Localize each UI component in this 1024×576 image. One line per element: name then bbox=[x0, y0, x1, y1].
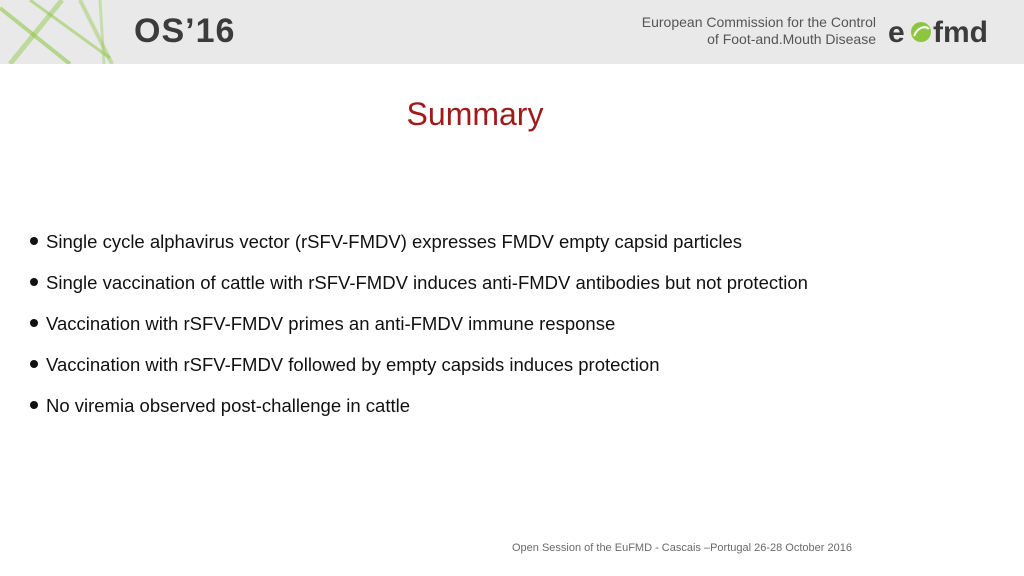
slide-footer: Open Session of the EuFMD - Cascais –Portugal 26-28 October 2016 bbox=[512, 542, 852, 554]
bullet-item bbox=[30, 304, 808, 345]
decorative-lines-graphic bbox=[0, 0, 120, 64]
eufmd-logo bbox=[886, 8, 1006, 52]
bullet-dot-icon bbox=[30, 278, 38, 286]
svg-text:fmd: fmd bbox=[933, 16, 988, 49]
slide-title: Summary bbox=[406, 96, 544, 132]
bullet-text: Vaccination with rSFV-FMDV followed by empty capsids induces protection bbox=[46, 354, 660, 375]
organization-name-line2: of Foot-and.Mouth Disease bbox=[707, 31, 876, 47]
bullet-item bbox=[30, 222, 808, 263]
bullet-item bbox=[30, 263, 808, 304]
bullet-text: No viremia observed post-challenge in cattle bbox=[46, 395, 411, 416]
svg-text:e: e bbox=[888, 16, 905, 49]
bullet-item bbox=[30, 345, 808, 386]
bullet-text: Single cycle alphavirus vector (rSFV-FMDV) expresses FMDV empty capsid particles bbox=[46, 231, 743, 252]
bullet-dot-icon bbox=[30, 319, 38, 327]
bullet-list bbox=[30, 222, 808, 427]
conference-logo: OS’16 bbox=[134, 12, 236, 50]
bullet-item bbox=[30, 386, 808, 427]
bullet-text: Vaccination with rSFV-FMDV primes an anti-FMDV immune response bbox=[46, 313, 616, 334]
bullet-dot-icon bbox=[30, 401, 38, 409]
bullet-dot-icon bbox=[30, 360, 38, 368]
bullet-text: Single vaccination of cattle with rSFV-FMDV induces anti-FMDV antibodies but not protection bbox=[46, 272, 808, 293]
bullet-dot-icon bbox=[30, 237, 38, 245]
slide-header bbox=[0, 0, 1024, 64]
organization-name bbox=[642, 14, 876, 48]
organization-name-line1: European Commission for the Control bbox=[641, 14, 876, 30]
